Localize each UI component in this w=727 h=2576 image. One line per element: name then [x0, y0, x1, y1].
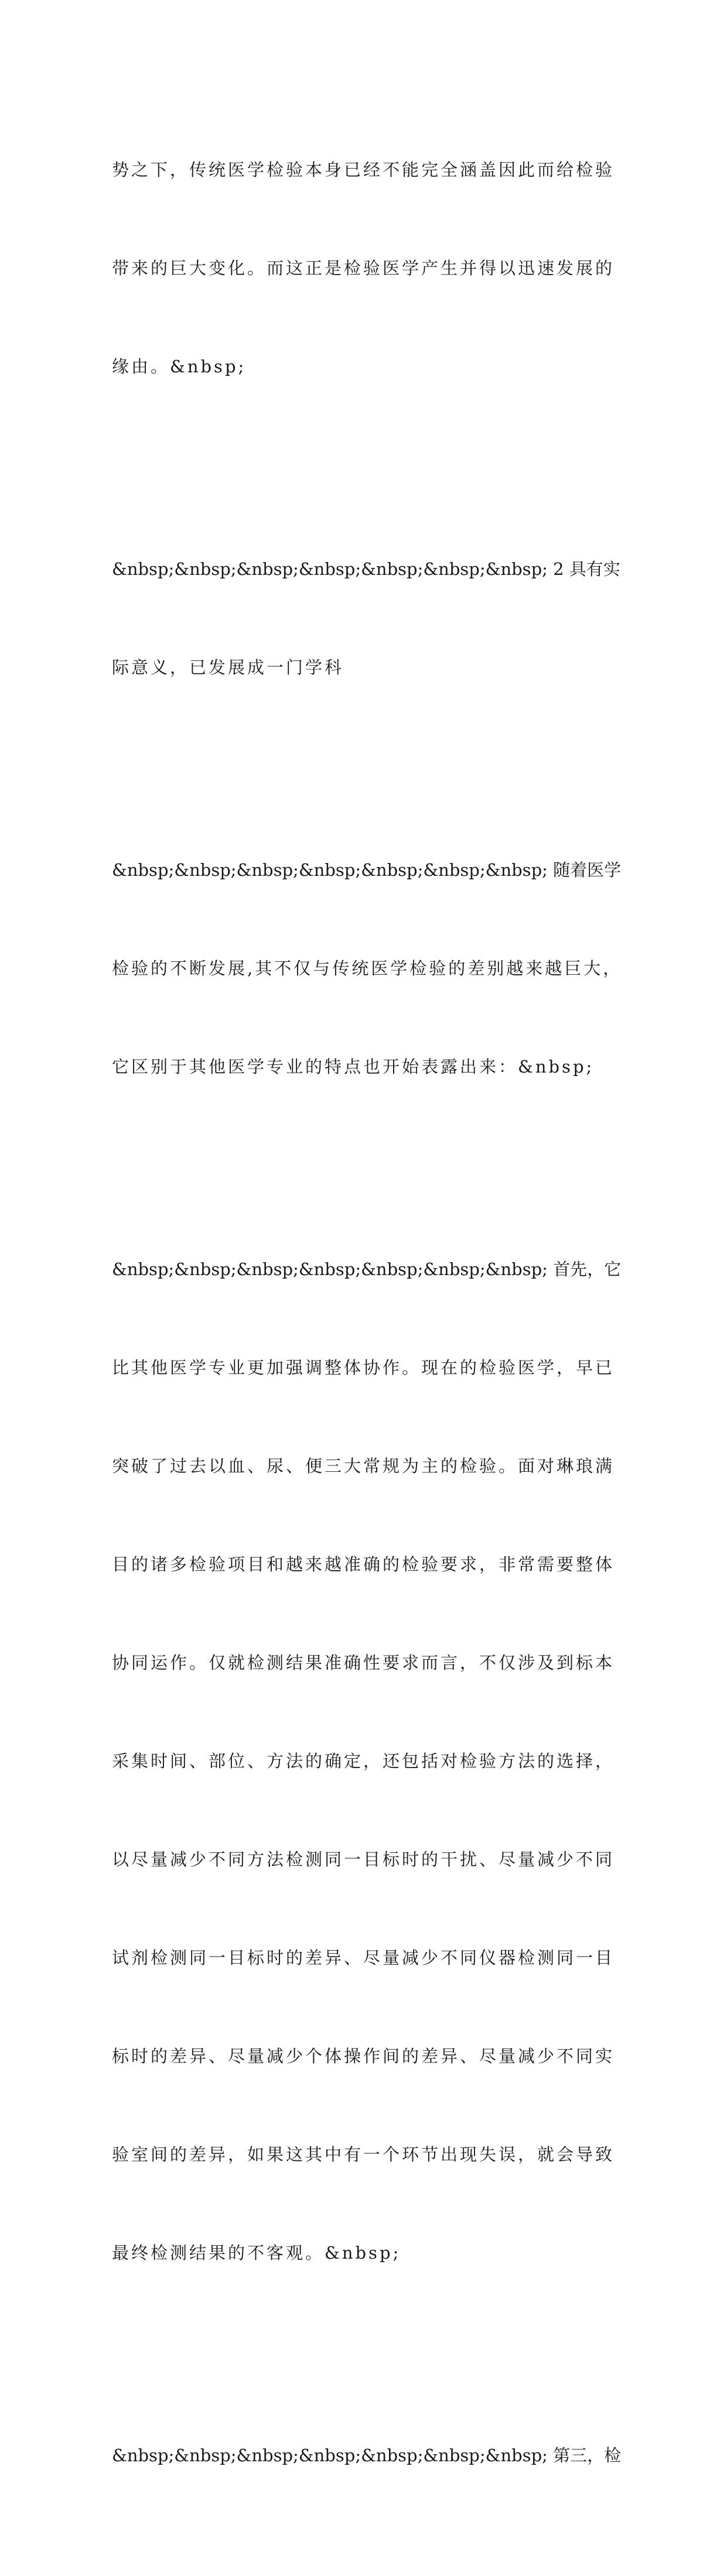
- paragraph-line: 比其他医学专业更加强调整体协作。现在的检验医学，早已: [112, 1358, 615, 1378]
- paragraph-3: [112, 788, 623, 1149]
- paragraph-line: &nbsp;&nbsp;&nbsp;&nbsp;&nbsp;&nbsp;&nbsp; 随着医学: [112, 860, 622, 880]
- paragraph-5: [112, 2373, 622, 2537]
- paragraph-line: 采集时间、部位、方法的确定，还包括对检验方法的选择，: [112, 1751, 615, 1771]
- paragraph-line: 标时的差异、尽量减少个体操作间的差异、尽量减少不同实: [112, 2046, 615, 2066]
- paragraph-line: 以尽量减少不同方法检测同一目标时的干扰、尽量减少不同: [112, 1849, 615, 1869]
- paragraph-line: 协同运作。仅就检测结果准确性要求而言，不仅涉及到标本: [112, 1653, 615, 1673]
- paragraph-line: 带来的巨大变化。而这正是检验医学产生并得以迅速发展的: [112, 258, 615, 278]
- paragraph-line: 验室间的差异，如果这其中有一个环节出现失误，就会导致: [112, 2145, 615, 2164]
- paragraph-line: 突破了过去以血、尿、便三大常规为主的检验。面对琳琅满: [112, 1456, 615, 1476]
- paragraph-1: [112, 88, 615, 448]
- paragraph-line: 最终检测结果的不客观。&nbsp;: [112, 2243, 401, 2263]
- paragraph-line: &nbsp;&nbsp;&nbsp;&nbsp;&nbsp;&nbsp;&nbsp; 第三，检: [112, 2445, 622, 2465]
- document-body: [112, 88, 623, 2576]
- paragraph-line: 缘由。&nbsp;: [112, 357, 247, 376]
- paragraph-line: 试剂检测同一目标时的差异、尽量减少不同仪器检测同一目: [112, 1948, 615, 1968]
- paragraph-line: 目的诸多检验项目和越来越准确的检验要求，非常需要整体: [112, 1554, 615, 1574]
- paragraph-line: 它区别于其他医学专业的特点也开始表露出来：&nbsp;: [112, 1057, 595, 1077]
- paragraph-2: [112, 487, 620, 749]
- paragraph-line: &nbsp;&nbsp;&nbsp;&nbsp;&nbsp;&nbsp;&nbsp; 首先，它: [112, 1259, 622, 1279]
- paragraph-4: [112, 1187, 622, 2335]
- paragraph-line: 检验的不断发展,其不仅与传统医学检验的差别越来越巨大，: [112, 958, 623, 978]
- paragraph-line: &nbsp;&nbsp;&nbsp;&nbsp;&nbsp;&nbsp;&nbsp; 2 具有实: [112, 559, 620, 579]
- paragraph-line: 势之下，传统医学检验本身已经不能完全涵盖因此而给检验: [112, 160, 615, 180]
- paragraph-line: 际意义，已发展成一门学科: [112, 657, 344, 677]
